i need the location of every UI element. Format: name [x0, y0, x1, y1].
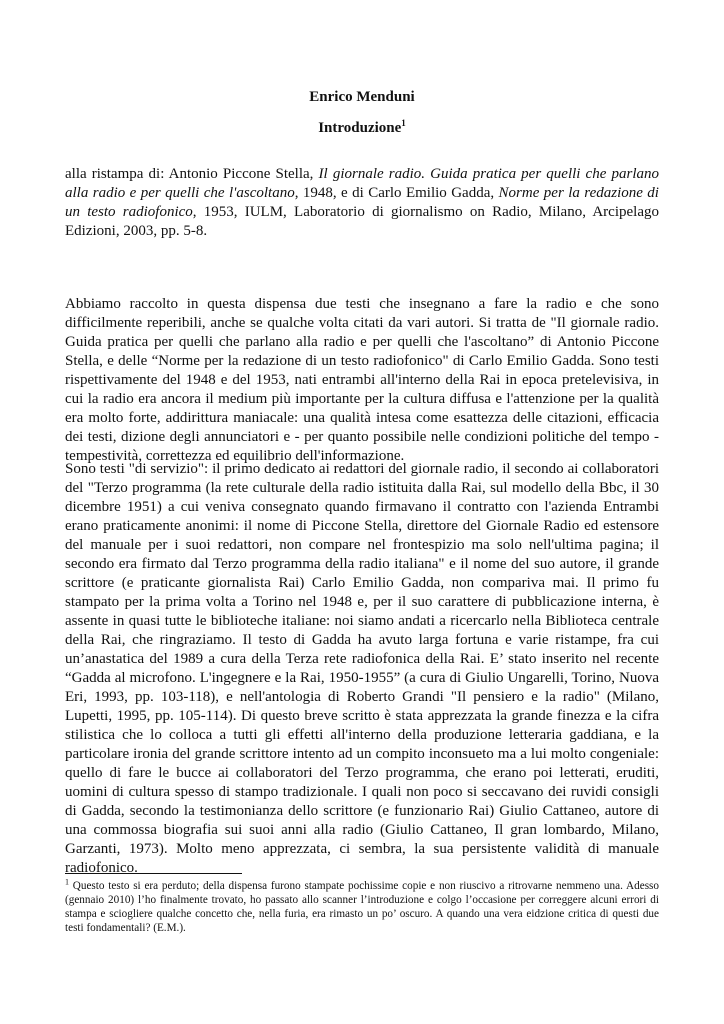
title-text: Introduzione: [318, 120, 402, 136]
footnote-text: Questo testo si era perduto; della dispensa furono stampate pochissime copie e non riuscivo a ritrovarne nemmeno una. Adesso (gennaio 2010) l’ho finalmente trovato, ho passato allo scanner l’introduzione e colgo l’occasione per correggere alcuni errori di stampa e sciogliere qualche concetto che, nella furia, era rimasto un po’ oscuro. A quando una vera eidzione critica di questi due testi fondamentali? (E.M.).: [65, 880, 659, 934]
reference-text-1: alla ristampa di: Antonio Piccone Stella,: [65, 166, 319, 182]
body-paragraph-1: Abbiamo raccolto in questa dispensa due testi che insegnano a fare la radio e che sono difficilmente reperibili, anche se qualche volta citati da vari autori. Si tratta de "Il giornale radio. Guida pratica per quelli che parlano alla radio e per quelli che l'ascoltano” di Antonio Piccone Stella, e delle “Norme per la redazione di un testo radiofonico" di Carlo Emilio Gadda. Sono testi rispettivamente del 1948 e del 1953, nati entrambi all'interno della Rai in epoca pretelevisiva, in cui la radio era ancora il medium più importante per la cultura diffusa e l'attenzione per la qualità era molto forte, addirittura maniacale: una qualità intesa come esattezza delle citazioni, efficacia dei testi, dizione degli annunciatori e - per quanto possibile nelle condizioni politiche del tempo - tempestività, correttezza ed equilibrio dell'informazione.: [65, 296, 659, 464]
reference-title-2: Norme per la redazione di un testo radiofonico: [65, 185, 659, 220]
footnote-reference-marker: 1: [401, 118, 406, 128]
footnote-separator: [65, 873, 242, 874]
footnote: [65, 879, 659, 935]
author-name: Enrico Menduni: [309, 89, 415, 105]
reference-text-2: , 1948, e di Carlo Emilio Gadda,: [294, 185, 499, 201]
body-paragraph-2: Sono testi "di servizio": il primo dedicato ai redattori del giornale radio, il secondo ai collaboratori del "Terzo programma (la rete culturale della radio istituita dalla Rai, sul modello della Bbc, il 30 dicembre 1951) a cui veniva consegnato quando firmavano il contratto con l'azienda Entrambi erano praticamente anonimi: il nome di Piccone Stella, direttore del Giornale Radio ed estensore del manuale per i suoi redattori, non compare nel frontespizio ma solo nell'ultima pagina; il secondo era firmato dal Terzo programma della radio italiana" e il nome del suo autore, il grande scrittore (e praticante giornalista Rai) Carlo Emilio Gadda, non compariva mai. Il primo fu stampato per la prima volta a Torino nel 1948 e, per il suo carattere di pubblicazione interna, è assente in quasi tutte le biblioteche italiane: noi siamo andati a ricercarlo nella Biblioteca centrale della Rai, che ringraziamo. Il testo di Gadda ha avuto larga fortuna e varie ristampe, fra cui un’anastatica del 1989 a cura della Terza rete radiofonica della Rai. E’ stato inserito nel recente “Gadda al microfono. L'ingegnere e la Rai, 1950-1955” (a cura di Giulio Ungarelli, Torino, Nuova Eri, 1993, pp. 103-118), e nell'antologia di Roberto Grandi "Il pensiero e la radio" (Milano, Lupetti, 1995, pp. 105-114). Di questo breve scritto è stata apprezzata la grande finezza e la cifra stilistica che lo colloca a tutti gli effetti all'interno della produzione letteraria gaddiana, e la particolare ironia del grande scrittore intento ad un compito inconsueto ma a lui molto congeniale: quello di fare le bucce ai collaboratori del Terzo programma, che erano poi letterati, eruditi, uomini di cultura spesso di stampo tradizionale. I quali non poco si seccavano dei ruvidi consigli di Gadda, secondo la testimonianza dello scrittore (e funzionario Rai) Giulio Cattaneo, autore di una commossa biografia sui suoi anni alla radio (Giulio Cattaneo, Il gran lombardo, Milano, Garzanti, 1973). Molto meno apprezzata, ci sembra, la sua persistente validità di manuale radiofonico.: [65, 461, 659, 876]
bibliographic-reference: [65, 165, 659, 241]
footnote-marker: 1: [65, 877, 69, 887]
page-title: [0, 119, 724, 137]
reference-text-3: , 1953, IULM, Laboratorio di giornalismo on Radio, Milano, Arcipelago Edizioni, 2003, pp. 5-8.: [65, 204, 659, 239]
reference-title-1: Il giornale radio. Guida pratica per quelli che parlano alla radio e per quelli che l'ascoltano: [65, 166, 659, 201]
